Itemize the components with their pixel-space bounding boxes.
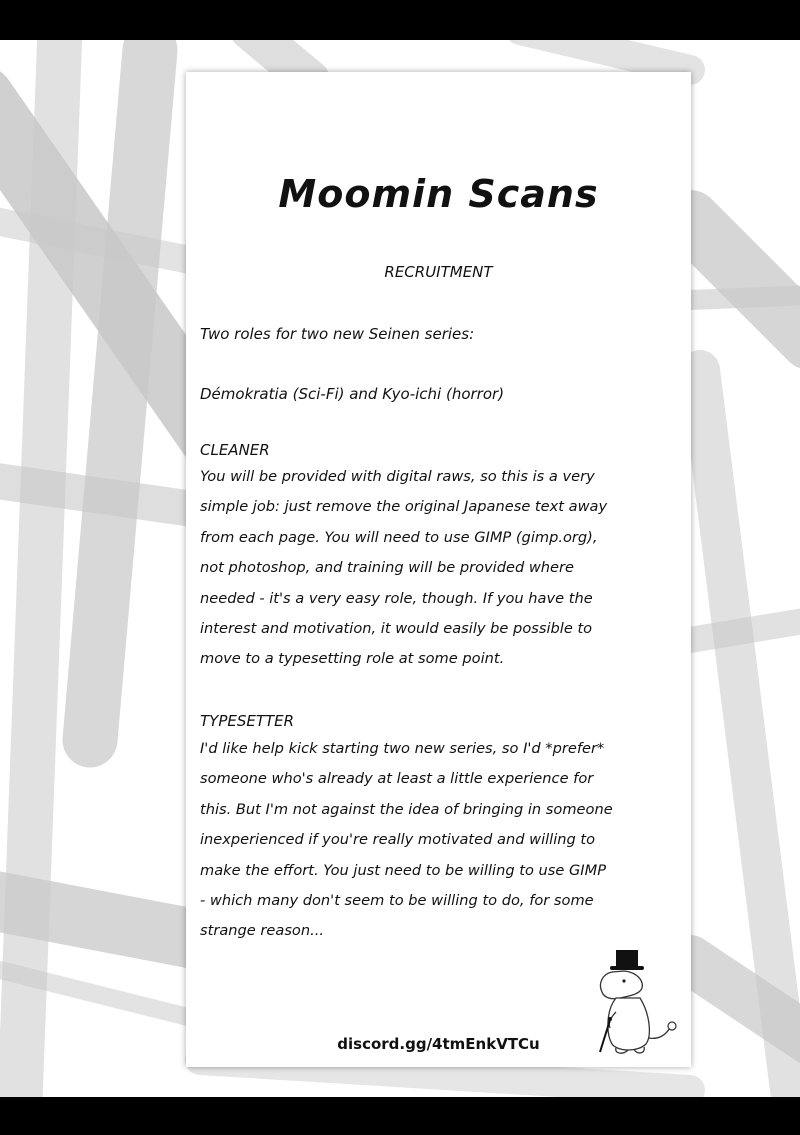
cleaner-description: You will be provided with digital raws, so this is a very simple job: just remove the original Japanese text away from each page. You will need to use GIMP (gimp.org), not photoshop, and training will be provided where needed - it's a very easy role, though. If you have the interest and motivation, it would easily be possible to move to a typesetting role at some point.: [200, 468, 608, 668]
moomin-top-hat-icon: [594, 948, 684, 1058]
typesetter-heading: TYPESETTER: [200, 712, 295, 730]
top-letterbox-bar: [0, 0, 800, 40]
typesetter-description: I'd like help kick starting two new series, so I'd *prefer* someone who's already at least a little experience for this. But I'm not against the idea of bringing in someone inexperienced if you're really motivated and willing to make the effort. You just need to be willing to use GIMP - which many don't seem to be willing to do, for some strange reason...: [200, 740, 613, 940]
discord-link[interactable]: discord.gg/4tmEnkVTCu: [337, 1035, 540, 1053]
intro-line-series: Démokratia (Sci-Fi) and Kyo-ichi (horror): [200, 385, 505, 403]
bottom-letterbox-bar: [0, 1097, 800, 1135]
recruitment-card: [186, 72, 691, 1067]
intro-line-roles: Two roles for two new Seinen series:: [200, 325, 475, 343]
recruitment-heading: RECRUITMENT: [384, 263, 493, 281]
page-title: Moomin Scans: [278, 172, 599, 216]
cleaner-heading: CLEANER: [200, 441, 270, 459]
